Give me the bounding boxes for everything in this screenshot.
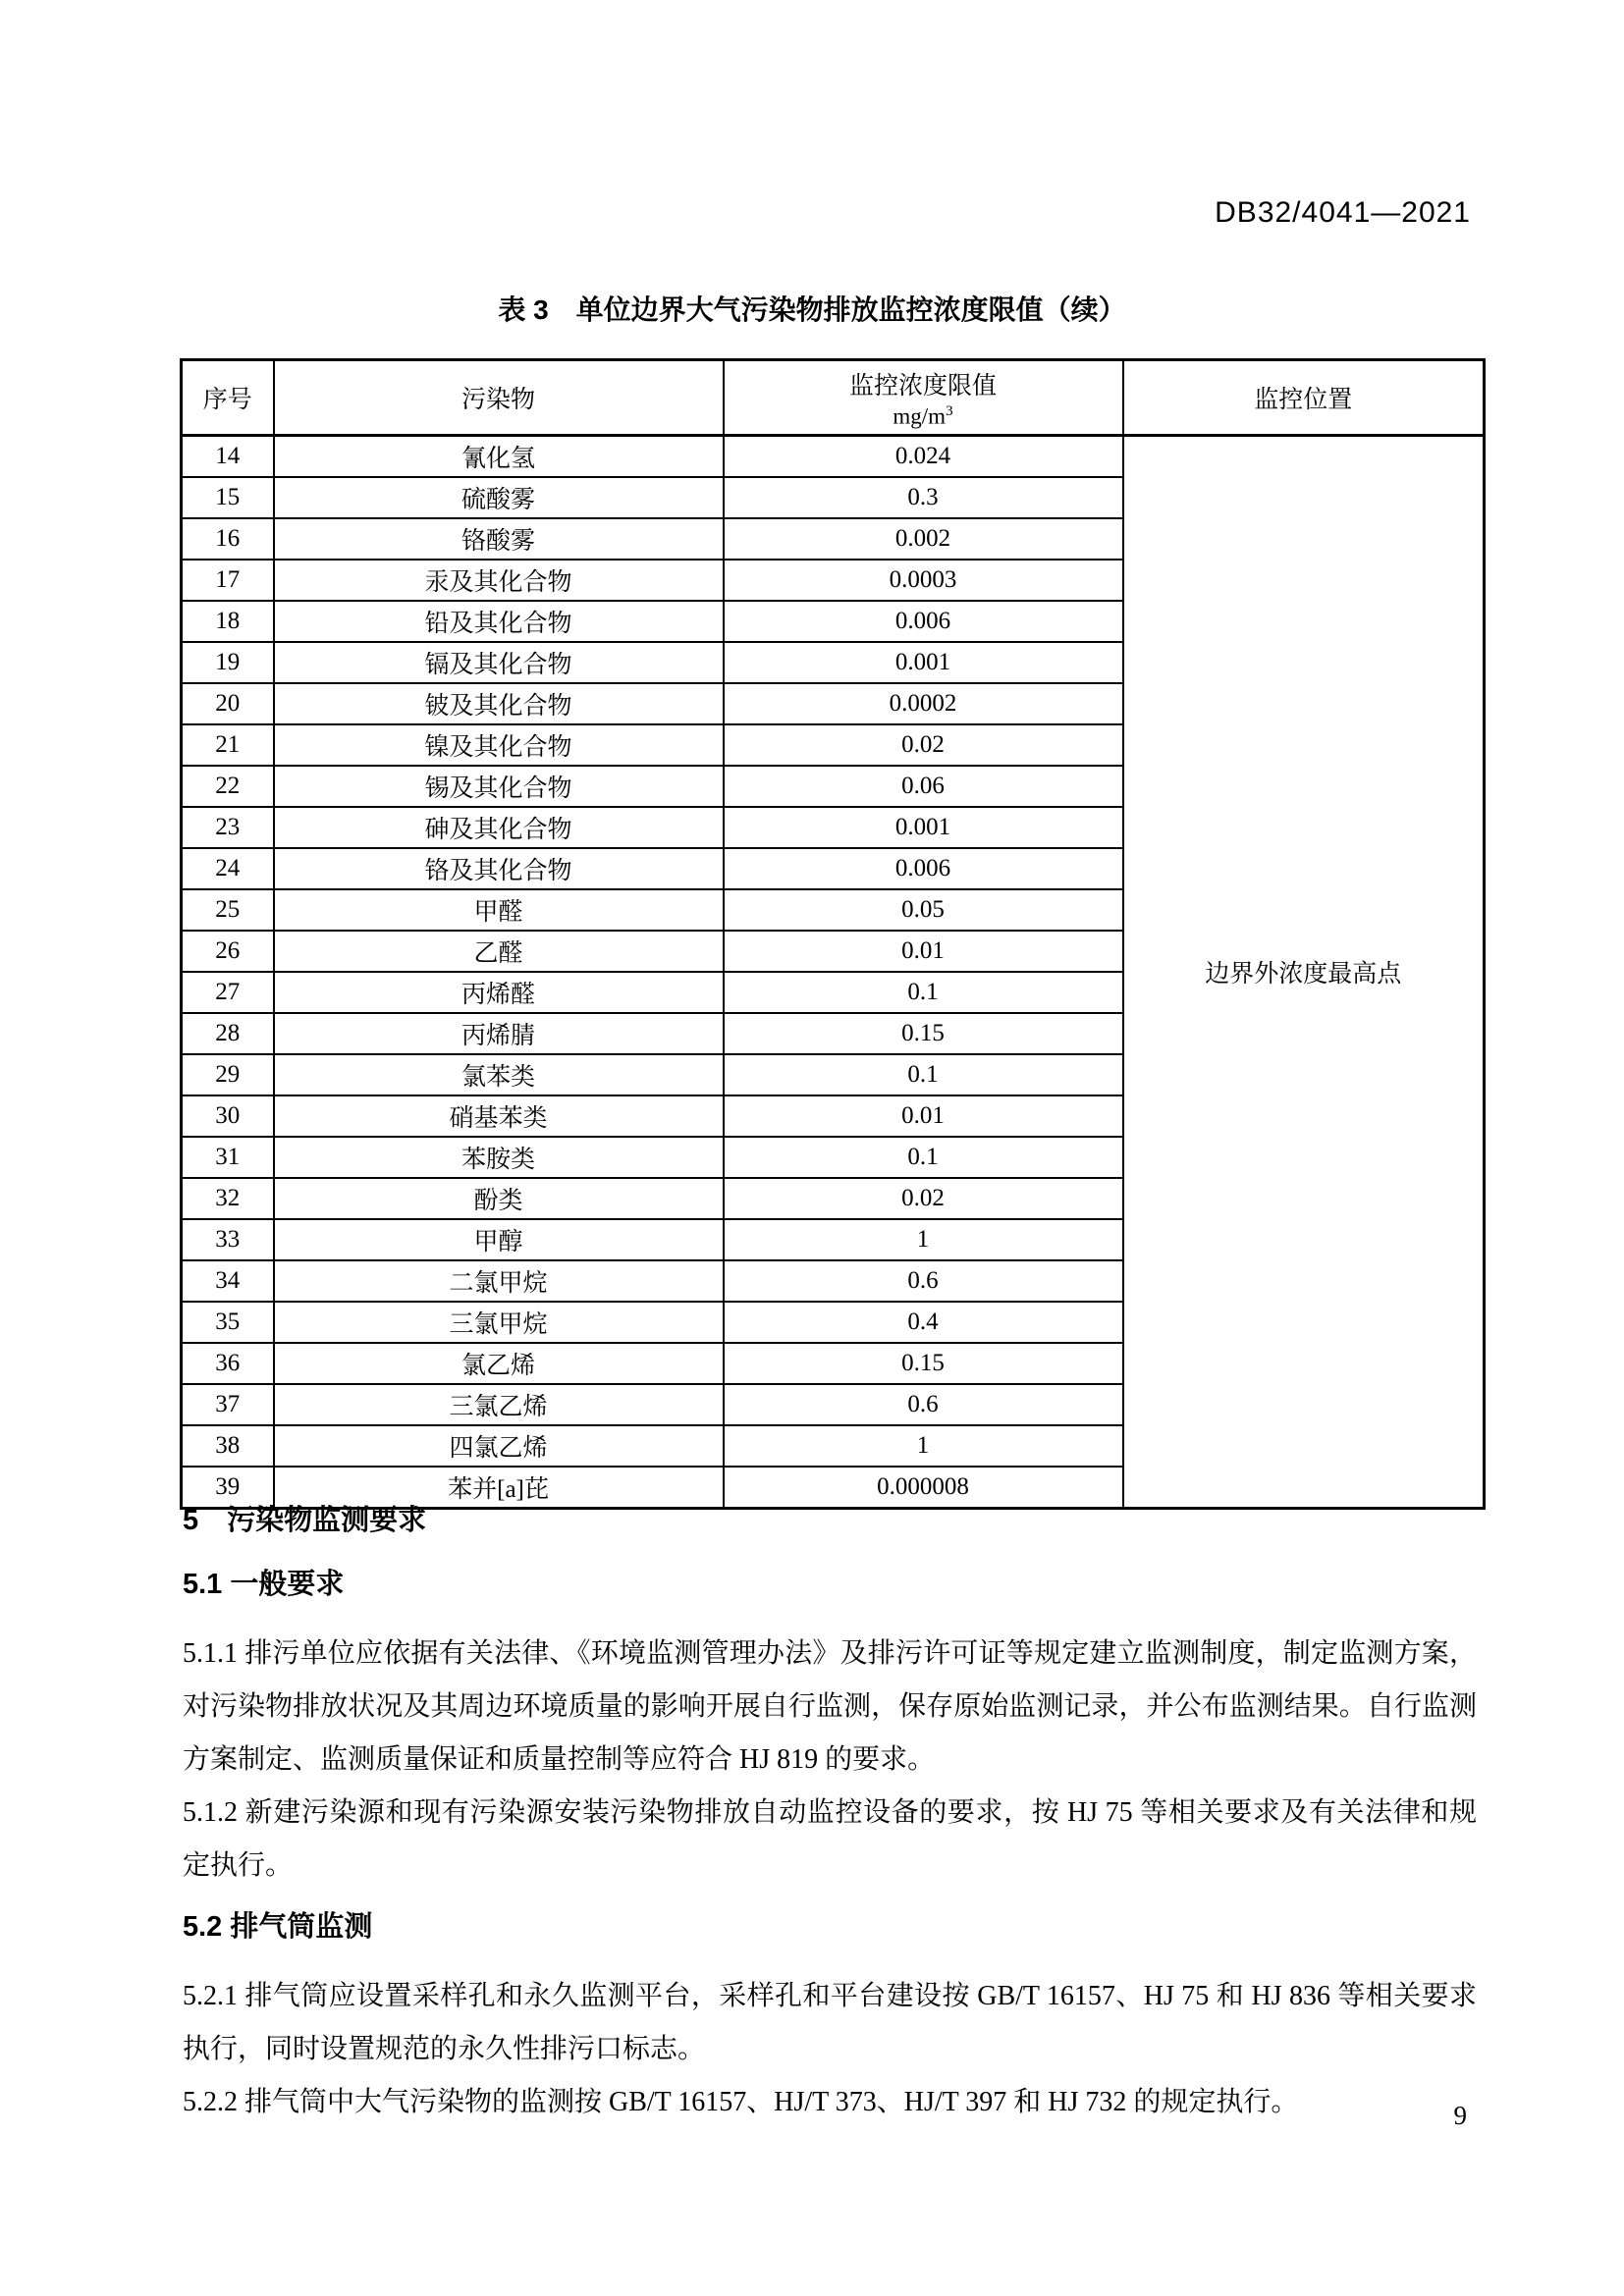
cell-index: 30 [182, 1095, 274, 1137]
sections-content [183, 1498, 1477, 2129]
cell-pollutant: 铬及其化合物 [274, 848, 724, 889]
cell-limit: 0.3 [724, 477, 1123, 518]
clause-5-2-1: 5.2.1 排气筒应设置采样孔和永久监测平台，采样孔和平台建设按 GB/T 16157、HJ 75 和 HJ 836 等相关要求执行，同时设置规范的永久性排污口标志。 [183, 1981, 1477, 2064]
cell-limit: 0.01 [724, 931, 1123, 972]
section-5-2-heading: 5.2 排气筒监测 [183, 1911, 373, 1943]
cell-limit: 0.02 [724, 724, 1123, 766]
col-header-index: 序号 [182, 360, 274, 436]
section-5-heading: 5 污染物监测要求 [183, 1505, 427, 1536]
col-header-pollutant: 污染物 [274, 360, 724, 436]
cell-limit: 0.1 [724, 972, 1123, 1013]
section-5-1-heading: 5.1 一般要求 [183, 1569, 345, 1600]
cell-index: 39 [182, 1467, 274, 1509]
cell-limit: 0.024 [724, 436, 1123, 478]
cell-limit: 0.06 [724, 766, 1123, 807]
cell-pollutant: 镍及其化合物 [274, 724, 724, 766]
cell-limit: 0.4 [724, 1302, 1123, 1343]
limit-unit-base: mg/m [893, 403, 947, 429]
cell-index: 14 [182, 436, 274, 478]
cell-pollutant: 硫酸雾 [274, 477, 724, 518]
cell-pollutant: 氰化氢 [274, 436, 724, 478]
cell-limit: 0.006 [724, 601, 1123, 642]
table-title: 表 3 单位边界大气污染物排放监控浓度限值（续） [498, 294, 1126, 325]
cell-limit: 0.1 [724, 1137, 1123, 1178]
col-header-location: 监控位置 [1123, 360, 1485, 436]
cell-limit: 1 [724, 1425, 1123, 1467]
cell-limit: 0.15 [724, 1343, 1123, 1384]
cell-pollutant: 锡及其化合物 [274, 766, 724, 807]
cell-pollutant: 三氯甲烷 [274, 1302, 724, 1343]
limit-header-title: 监控浓度限值 [848, 372, 997, 400]
cell-pollutant: 苯并[a]芘 [274, 1467, 724, 1509]
cell-index: 38 [182, 1425, 274, 1467]
cell-index: 34 [182, 1260, 274, 1302]
cell-limit: 0.0002 [724, 683, 1123, 724]
cell-index: 15 [182, 477, 274, 518]
cell-index: 29 [182, 1054, 274, 1095]
clause-5-1-2: 5.1.2 新建污染源和现有污染源安装污染物排放自动监控设备的要求，按 HJ 75 等相关要求及有关法律和规定执行。 [183, 1797, 1477, 1881]
cell-index: 22 [182, 766, 274, 807]
table-row [182, 436, 1485, 478]
doc-number: DB32/4041—2021 [1215, 196, 1471, 229]
cell-pollutant: 苯胺类 [274, 1137, 724, 1178]
cell-index: 36 [182, 1343, 274, 1384]
cell-limit: 0.01 [724, 1095, 1123, 1137]
cell-pollutant: 三氯乙烯 [274, 1384, 724, 1425]
limit-header-unit [725, 403, 1122, 430]
cell-limit: 0.000008 [724, 1467, 1123, 1509]
cell-pollutant: 二氯甲烷 [274, 1260, 724, 1302]
cell-index: 24 [182, 848, 274, 889]
cell-limit: 0.001 [724, 807, 1123, 848]
cell-index: 26 [182, 931, 274, 972]
cell-pollutant: 丙烯醛 [274, 972, 724, 1013]
cell-index: 16 [182, 518, 274, 560]
col-header-limit [724, 360, 1123, 436]
cell-limit: 0.15 [724, 1013, 1123, 1054]
cell-pollutant: 氯乙烯 [274, 1343, 724, 1384]
cell-pollutant: 铬酸雾 [274, 518, 724, 560]
cell-limit: 0.002 [724, 518, 1123, 560]
clause-5-2-2: 5.2.2 排气筒中大气污染物的监测按 GB/T 16157、HJ/T 373、HJ/T 397 和 HJ 732 的规定执行。 [183, 2087, 1299, 2117]
cell-pollutant: 乙醛 [274, 931, 724, 972]
cell-pollutant: 铍及其化合物 [274, 683, 724, 724]
cell-index: 33 [182, 1219, 274, 1260]
cell-index: 32 [182, 1178, 274, 1219]
cell-index: 25 [182, 889, 274, 931]
cell-index: 23 [182, 807, 274, 848]
limits-table [180, 358, 1486, 1510]
cell-limit: 0.0003 [724, 560, 1123, 601]
cell-limit: 0.05 [724, 889, 1123, 931]
cell-limit: 0.02 [724, 1178, 1123, 1219]
cell-limit: 0.001 [724, 642, 1123, 683]
cell-pollutant: 四氯乙烯 [274, 1425, 724, 1467]
page-number: 9 [1453, 2101, 1467, 2130]
cell-limit: 0.1 [724, 1054, 1123, 1095]
cell-index: 18 [182, 601, 274, 642]
cell-index: 28 [182, 1013, 274, 1054]
cell-pollutant: 铅及其化合物 [274, 601, 724, 642]
cell-index: 35 [182, 1302, 274, 1343]
cell-index: 31 [182, 1137, 274, 1178]
table-body [182, 436, 1485, 1509]
cell-pollutant: 汞及其化合物 [274, 560, 724, 601]
limit-unit-exponent: 3 [946, 402, 953, 419]
table-header-row [182, 360, 1485, 436]
cell-pollutant: 丙烯腈 [274, 1013, 724, 1054]
cell-pollutant: 硝基苯类 [274, 1095, 724, 1137]
cell-index: 17 [182, 560, 274, 601]
cell-limit: 1 [724, 1219, 1123, 1260]
cell-pollutant: 镉及其化合物 [274, 642, 724, 683]
cell-index: 19 [182, 642, 274, 683]
cell-limit: 0.6 [724, 1384, 1123, 1425]
cell-index: 27 [182, 972, 274, 1013]
cell-pollutant: 酚类 [274, 1178, 724, 1219]
clause-5-1-1: 5.1.1 排污单位应依据有关法律、《环境监测管理办法》及排污许可证等规定建立监测制度，制定监测方案，对污染物排放状况及其周边环境质量的影响开展自行监测，保存原始监测记录，并公布监测结果。自行监测方案制定、监测质量保证和质量控制等应符合 HJ 819 的要求。 [183, 1638, 1477, 1775]
cell-pollutant: 砷及其化合物 [274, 807, 724, 848]
cell-location-merged: 边界外浓度最高点 [1123, 436, 1485, 1509]
cell-pollutant: 氯苯类 [274, 1054, 724, 1095]
cell-index: 20 [182, 683, 274, 724]
cell-index: 37 [182, 1384, 274, 1425]
cell-index: 21 [182, 724, 274, 766]
cell-pollutant: 甲醛 [274, 889, 724, 931]
cell-limit: 0.6 [724, 1260, 1123, 1302]
cell-limit: 0.006 [724, 848, 1123, 889]
cell-pollutant: 甲醇 [274, 1219, 724, 1260]
